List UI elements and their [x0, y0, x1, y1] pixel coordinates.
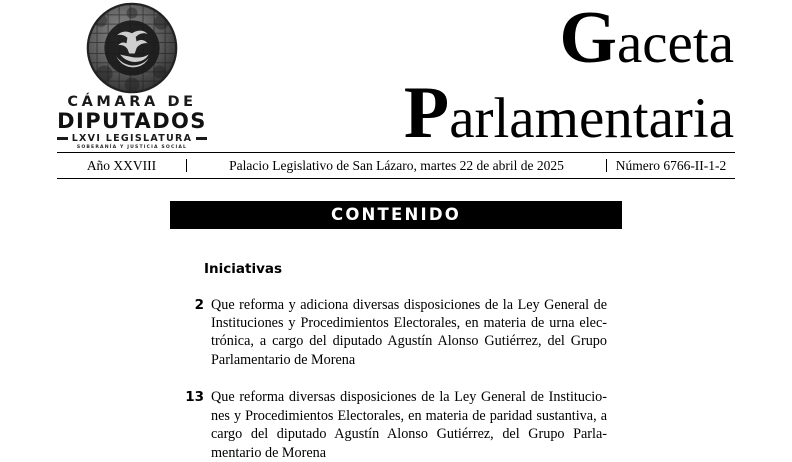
masthead: [0, 0, 792, 154]
contenido-banner: [170, 201, 622, 229]
toc-entry-page-number[interactable]: 2: [194, 296, 204, 313]
toc-entry-title[interactable]: Que reforma diversas disposiciones de la Ley General de Instituciones y Procedimientos Electorales, en materia de paridad sustantiva, a cargo del diputado Agustín Alonso Gutiérrez, del Grupo Parlamentario de Morena: [211, 389, 607, 461]
toc-entry-title[interactable]: Que reforma y adiciona diversas disposiciones de la Ley General de Instituciones y Procedimientos Electorales, en materia de urna electrónica, a cargo del diputado Agustín Alonso Gutiérrez, del Grupo Parlamentario de Morena: [211, 296, 607, 368]
title-rest-arlamentaria: arlamentaria: [449, 86, 734, 150]
logo-rule-right: [196, 137, 207, 140]
issue-info-bar: [57, 152, 735, 179]
logo-line-legislatura: LXVI LEGISLATURA: [71, 132, 193, 144]
logo-line-camara: CÁMARA DE: [67, 94, 197, 110]
title-rest-aceta: aceta: [616, 12, 734, 75]
toc-entry[interactable]: [0, 388, 792, 462]
mexican-national-seal-icon: [86, 2, 178, 94]
logo-legislatura-row: [57, 134, 207, 144]
title-line-parlamentaria: [403, 71, 734, 154]
issue-place-date: Palacio Legislativo de San Lázaro, martes 22 de abril de 2025: [186, 159, 607, 173]
logo-line-diputados: DIPUTADOS: [57, 108, 207, 133]
logo-line-lema: SOBERANÍA Y JUSTICIA SOCIAL: [76, 144, 188, 150]
title-cap-p: P: [403, 71, 450, 154]
toc-entry[interactable]: [0, 296, 792, 370]
publication-title: [403, 0, 734, 154]
table-of-contents: [0, 255, 792, 462]
title-cap-g: G: [559, 0, 617, 79]
toc-section-heading: Iniciativas: [204, 261, 283, 277]
toc-entry-page-number[interactable]: 13: [185, 389, 204, 406]
contenido-label: CONTENIDO: [331, 204, 461, 224]
issue-number: Número 6766-II-1-2: [615, 157, 727, 173]
title-line-gaceta: [404, 0, 734, 79]
logo-rule-left: [57, 137, 68, 140]
issue-year: Año XXVIII: [86, 157, 157, 173]
chamber-logo: [57, 2, 207, 150]
